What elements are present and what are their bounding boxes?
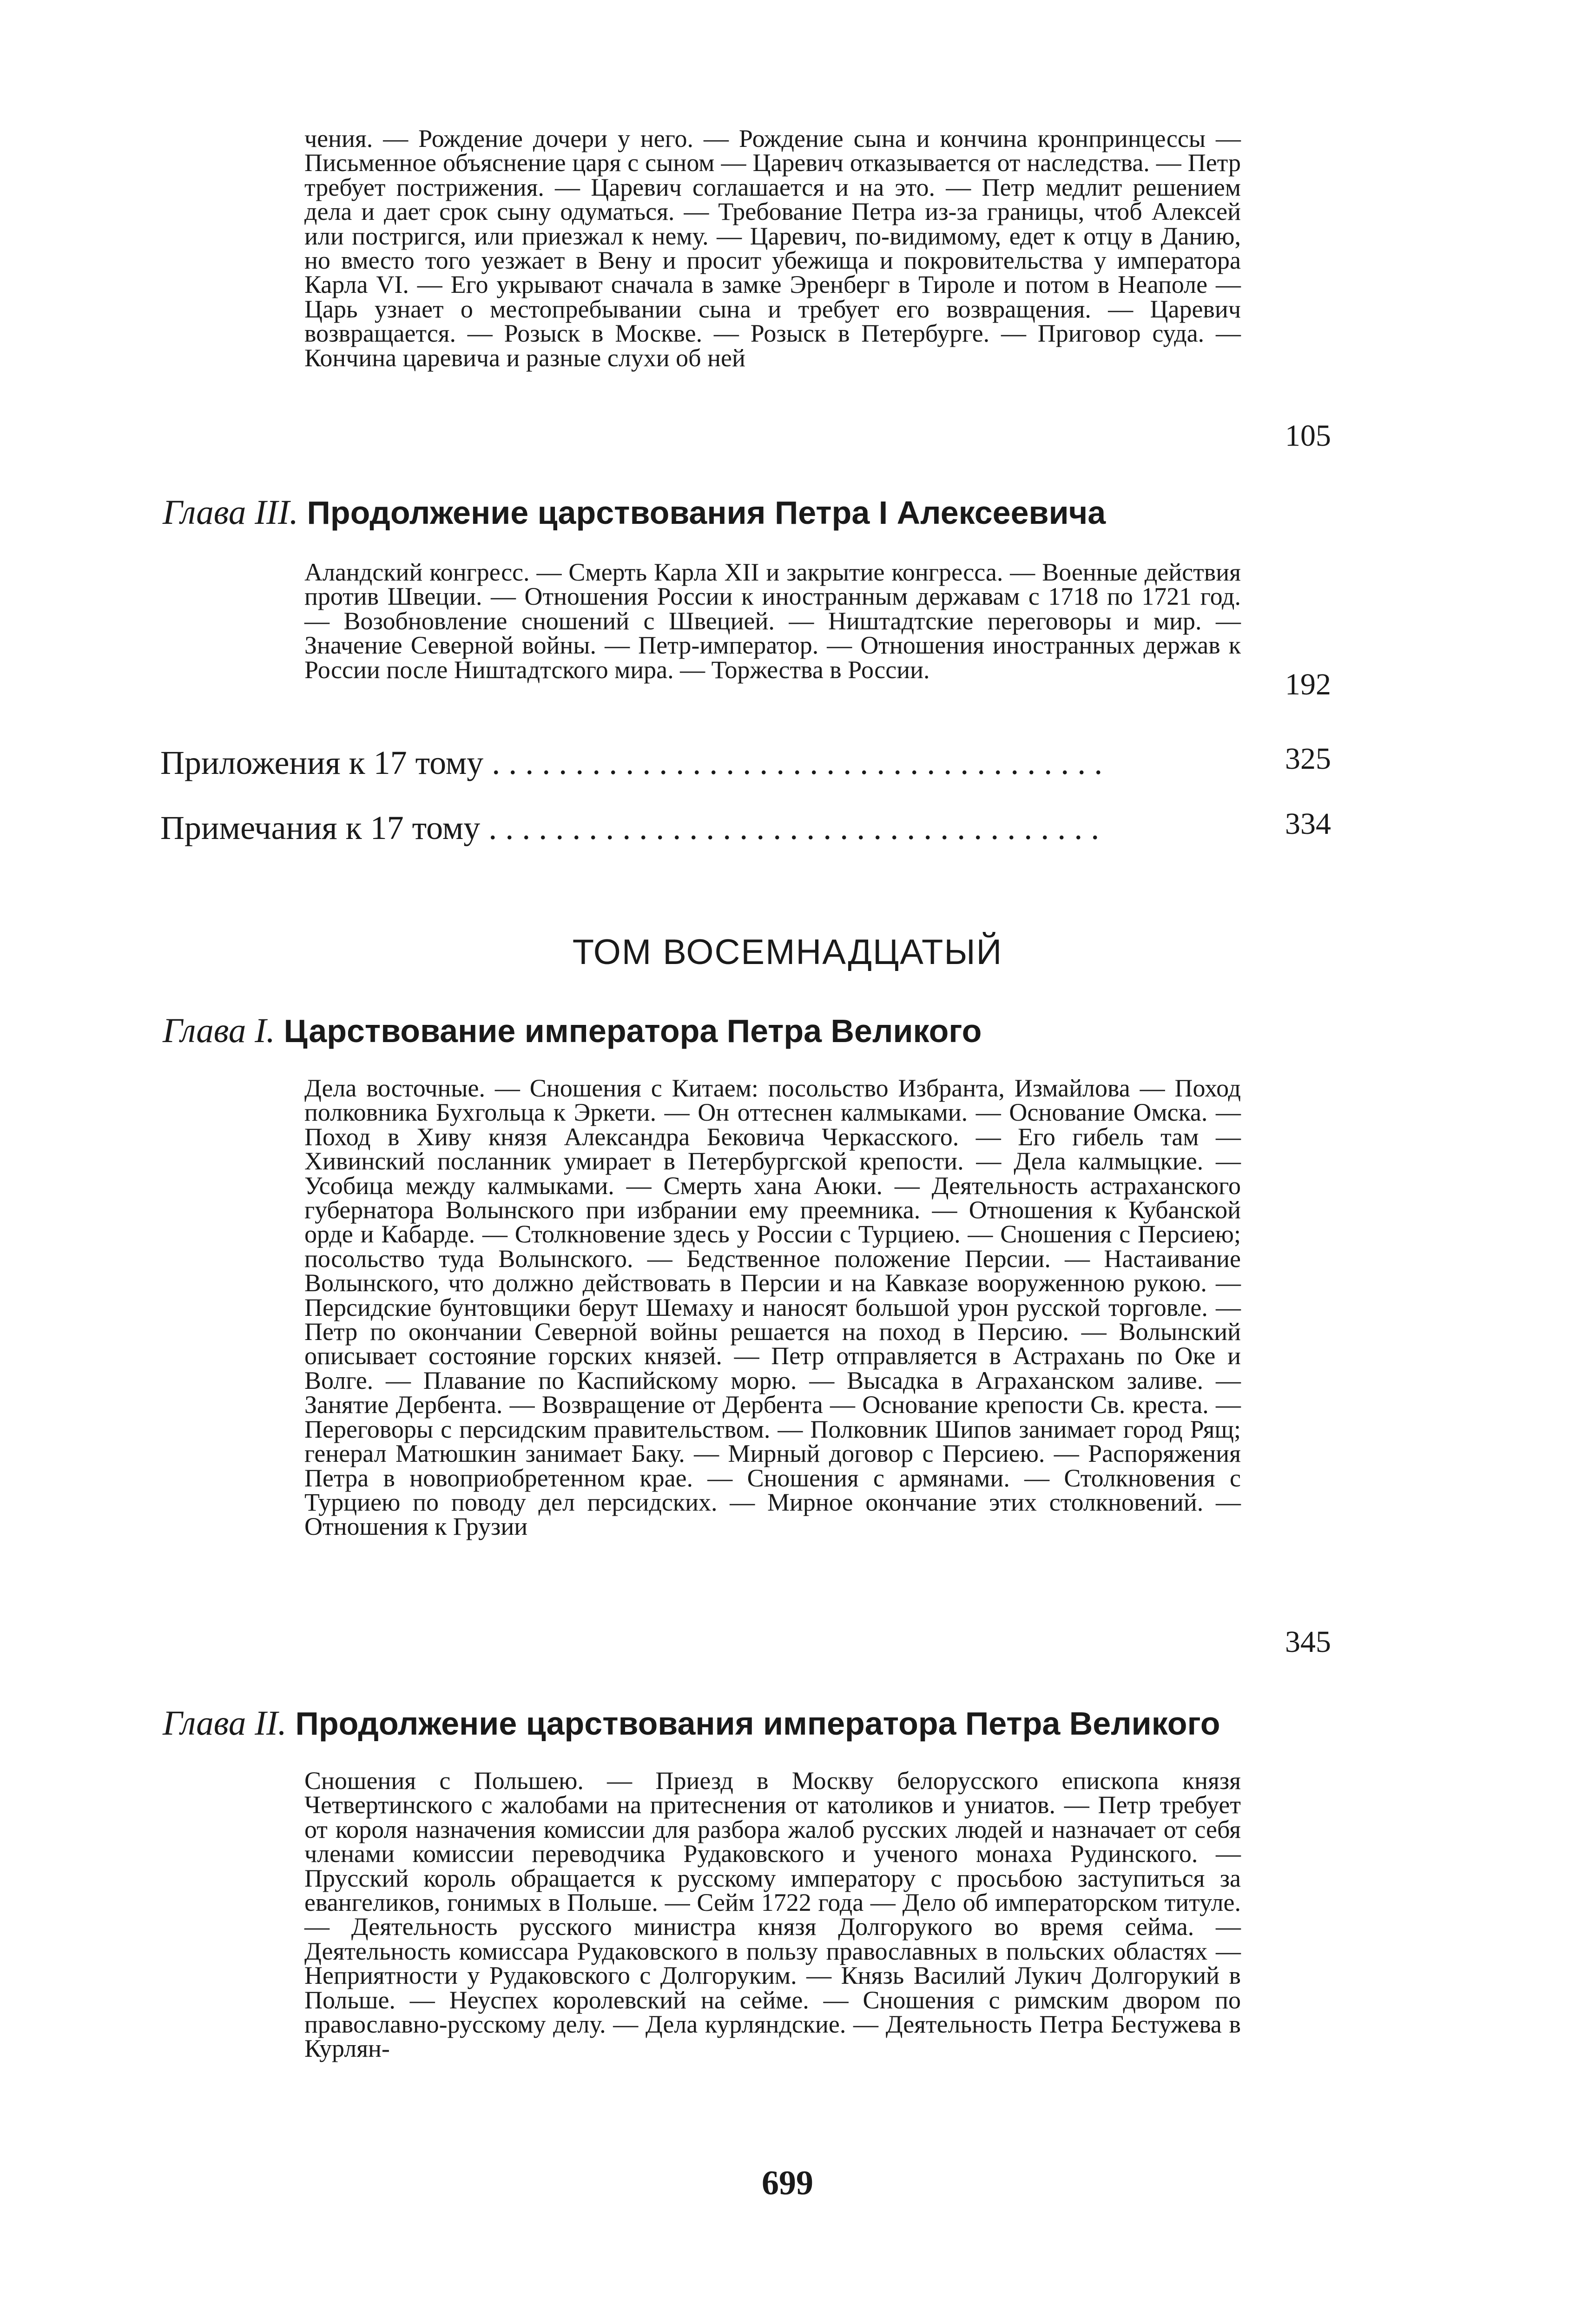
volume-title: ТОМ ВОСЕМНАДЦАТЫЙ [572,932,1003,972]
appendices-entry [160,744,1243,782]
v18-chapter2-summary-text: Сношения с Польшею. — Приезд в Москву белорусского епископа князя Четвертинского с жалобами на притеснения от католиков и униатов. — Петр требует от короля назначения комиссии для разбора жалоб русских людей и назначает от себя членами комиссии переводчика Рудаковского и ученого монаха Рудинского. — Прусский король обращается к русскому императору с просьбою заступиться за евангеликов, гонимых в Польше. — Сейм 1722 года — Дело об императорском титуле. — Деятельность русского министра князя Долгорукого во время сейма. — Деятельность комиссара Рудаковского в пользу православных в польских областях — Неприятности у Рудаковского с Долгоруким. — Князь Василий Лукич Долгорукий в Польше. — Неуспех королевский на сейме. — Сношения с римским двором по православно-русскому делу. — Дела курляндские. — Деятельность Петра Бестужева в Курлян- [304,1767,1241,2063]
notes-page-number: 334 [1285,807,1331,841]
v18-chapter1-title: Царствование императора Петра Великого [283,1013,982,1049]
notes-label: Примечания к 17 тому [160,809,481,846]
page-number: 699 [762,2164,813,2202]
v18-chapter2-summary-block [304,1769,1241,2061]
v18-chapter1-heading [163,1011,982,1051]
notes-leader: . . . . . . . . . . . . . . . . . . . . . . . . . . . . . . . . . . . . . [488,809,1100,846]
appendices-leader: . . . . . . . . . . . . . . . . . . . . . . . . . . . . . . . . . . . . . [492,744,1103,781]
v18-chapter1-label: Глава I. [163,1011,275,1050]
chapter2-page-number: 105 [1285,419,1331,453]
chapter3-label: Глава III. [163,493,298,532]
chapter3-title: Продолжение царствования Петра I Алексеевича [307,495,1106,531]
chapter3-summary-block [304,560,1241,682]
v18-chapter2-label: Глава II. [163,1704,287,1743]
v18-chapter2-title: Продолжение царствования императора Петра Великого [295,1705,1220,1742]
appendices-label: Приложения к 17 тому [160,744,484,781]
chapter3-heading [163,493,1106,533]
appendices-page-number: 325 [1285,742,1331,776]
chapter2-summary-block [304,126,1241,370]
chapter2-summary-text: чения. — Рождение дочери у него. — Рождение сына и кончина кронпринцессы — Письменное объяснение царя с сыном — Царевич отказывается от наследства. — Петр требует пострижения. — Царевич соглашается и на это. — Петр медлит решением дела и дает срок сыну одуматься. — Требование Петра из-за границы, чтоб Алексей или постригся, или приезжал к нему. — Царевич, по-видимому, едет к отцу в Данию, но вместо того уезжает в Вену и просит убежища и покровительства у императора Карла VI. — Его укрывают сначала в замке Эренберг в Тироле и потом в Неаполе — Царь узнает о местопребывании сына и требует его возвращения. — Царевич возвращается. — Розыск в Москве. — Розыск в Петербурге. — Приговор суда. — Кончина царевича и разные слухи об ней [304,125,1241,372]
chapter3-summary-text: Аландский конгресс. — Смерть Карла XII и закрытие конгресса. — Военные действия против Швеции. — Отношения России к иностранным державам с 1718 по 1721 год. — Возобновление сношений с Швецией. — Ништадтские переговоры и мир. — Значение Северной войны. — Петр-император. — Отношения иностранных держав к России после Ништадтского мира. — Торжества в России. [304,558,1241,684]
v18-chapter1-page-number: 345 [1285,1625,1331,1659]
chapter3-page-number: 192 [1285,667,1331,701]
v18-chapter1-summary-block [304,1076,1241,1539]
v18-chapter2-heading [163,1703,1220,1743]
v18-chapter1-summary-text: Дела восточные. — Сношения с Китаем: посольство Избранта, Измайлова — Поход полковника Бухгольца к Эркети. — Он оттеснен калмыками. — Основание Омска. — Поход в Хиву князя Александра Бековича Черкасского. — Его гибель там — Хивинский посланник умирает в Петербургской крепости. — Дела калмыцкие. — Усобица между калмыками. — Смерть хана Аюки. — Деятельность астраханского губернатора Волынского при избрании ему преемника. — Отношения к Кубанской орде и Кабарде. — Столкновение здесь у России с Турциею. — Сношения с Персиею; посольство туда Волынского. — Бедственное положение Персии. — Настаивание Волынского, что должно действовать в Персии и на Кавказе вооруженною рукою. — Персидские бунтовщики берут Шемаху и наносят большой урон русской торговле. — Петр по окончании Северной войны решается на поход в Персию. — Волынский описывает состояние горских князей. — Петр отправляется в Астрахань по Оке и Волге. — Плавание по Каспийскому морю. — Высадка в Аграханском заливе. — Занятие Дербента. — Возвращение от Дербента — Основание крепости Св. креста. — Переговоры с персидским правительством. — Полковник Шипов занимает город Рящ; генерал Матюшкин занимает Баку. — Мирный договор с Персиею. — Распоряжения Петра в новоприобретенном крае. — Сношения с армянами. — Столкновения с Турциею по поводу дел персидских. — Мирное окончание этих столкновений. — Отношения к Грузии [304,1074,1241,1541]
notes-entry [160,809,1243,847]
